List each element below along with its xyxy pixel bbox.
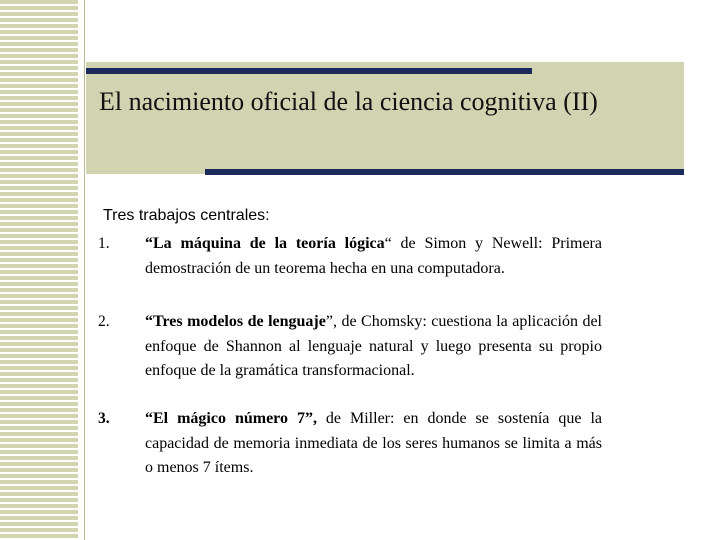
slide-title: El nacimiento oficial de la ciencia cognitiva (II) <box>99 87 598 116</box>
item-number: 2. <box>98 313 110 330</box>
item-text <box>145 310 602 384</box>
item-title: “La máquina de la teoría lógica <box>145 235 385 252</box>
item-number: 3. <box>98 410 110 427</box>
item-description: ”, de Chomsky: cuestiona la aplicación del enfoque de Shannon al lenguaje natural y luego presenta su propio enfoque de la gramática transformacional. <box>145 313 603 379</box>
item-title: “Tres modelos de lenguaje <box>145 313 326 330</box>
item-text <box>145 232 602 281</box>
item-title: “El mágico número 7”, <box>145 410 317 427</box>
item-number: 1. <box>98 235 110 252</box>
intro-text: Tres trabajos centrales: <box>103 207 270 224</box>
item-text <box>145 407 602 481</box>
item-description: “ de Simon y Newell: Primera demostración de un teorema hecha en una computadora. <box>145 235 602 277</box>
item-description: de Miller: en donde se sostenía que la capacidad de memoria inmediata de los seres humanos se limita a más o menos 7 ítems. <box>145 410 603 476</box>
